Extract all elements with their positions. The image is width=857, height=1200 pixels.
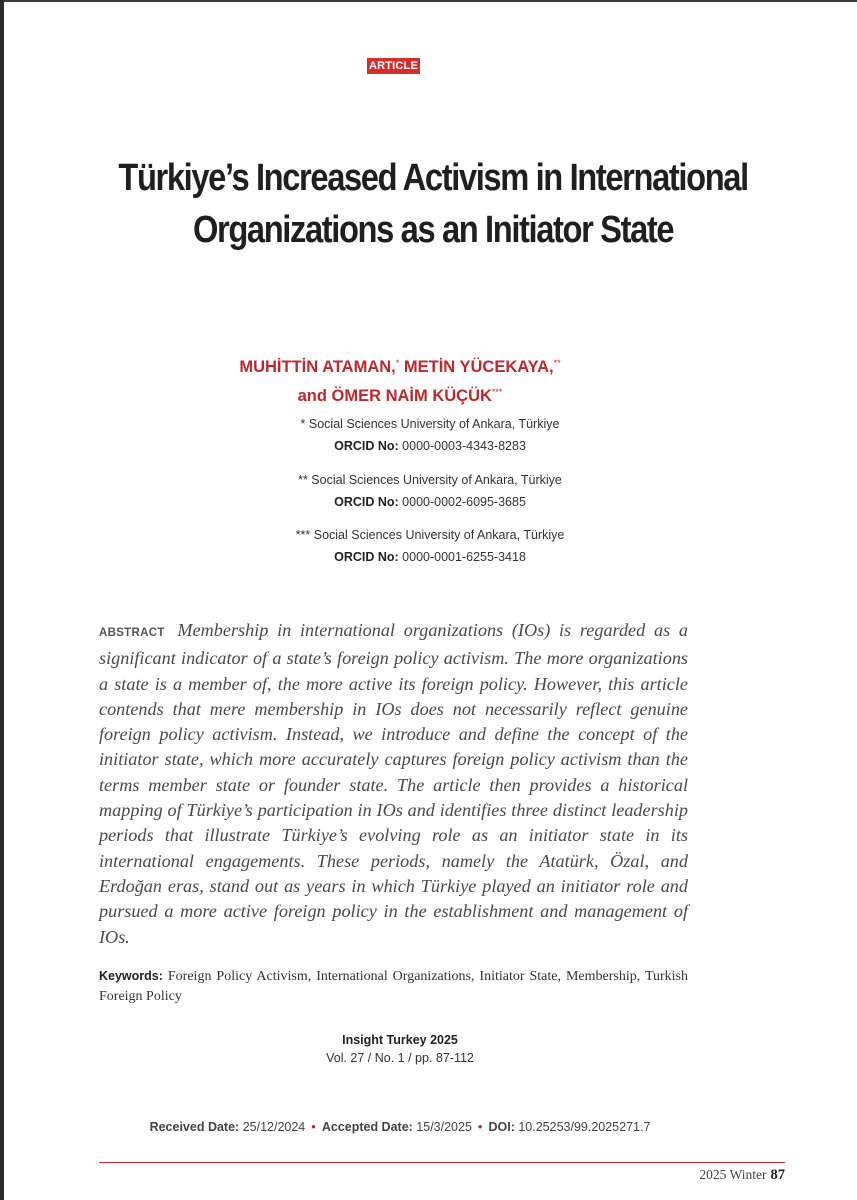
author-3-mark: *** <box>491 387 503 397</box>
bullet-icon: • <box>477 1119 483 1134</box>
author-1: MUHİTTİN ATAMAN, <box>239 358 396 376</box>
author-3: and ÖMER NAİM KÜÇÜK <box>297 387 492 405</box>
keywords <box>99 966 688 1007</box>
page-top-edge <box>0 0 857 2</box>
affiliation-text: ** Social Sciences University of Ankara, Türkiye <box>298 473 562 487</box>
issue-season: 2025 Winter <box>699 1167 767 1182</box>
orcid-line <box>200 491 660 513</box>
author-list <box>110 351 690 409</box>
accepted-date: 15/3/2025 <box>416 1120 472 1134</box>
author-1-mark: * <box>395 358 400 368</box>
article-type-badge: ARTICLE <box>368 60 419 72</box>
abstract-text: Membership in international organizations (IOs) is regarded as a significant indicator of a state’s foreign policy activism. The more organizations a state is a member of, the more active its foreign policy. However, this article contends that mere membership in IOs does not necessarily reflect genuine foreign policy activism. Instead, we introduce and define the concept of the initiator state, which more accurately captures foreign policy activism than the terms member state or founder state. The article then provides a historical mapping of Türkiye’s participation in IOs and identifies three distinct leadership periods that illustrate Türkiye’s evolving role as an initiator state in its international engagements. These periods, namely the Atatürk, Özal, and Erdoğan eras, stand out as years in which Türkiye played an initiator role and pursued a more active foreign policy in the establishment and management of IOs. <box>99 620 688 947</box>
paper-title: Türkiye’s Increased Activism in International Organizations as an Initiator State <box>118 157 748 251</box>
page-footer <box>600 1167 785 1184</box>
orcid-line <box>200 435 660 457</box>
bullet-icon: • <box>311 1119 316 1134</box>
affiliation-text: *** Social Sciences University of Ankara, Türkiye <box>295 528 565 542</box>
journal-info <box>250 1031 550 1067</box>
orcid-label: ORCID No: <box>334 439 399 453</box>
author-2-mark: ** <box>553 358 561 368</box>
page-number: 87 <box>770 1167 785 1183</box>
affiliation-text: * Social Sciences University of Ankara, Türkiye <box>300 417 560 431</box>
abstract <box>99 618 688 950</box>
orcid-value: 0000-0001-6255-3418 <box>402 550 526 564</box>
received-label: Received Date: <box>149 1120 240 1134</box>
orcid-line <box>200 546 660 568</box>
doi-value[interactable]: 10.25253/99.2025271.7 <box>518 1120 651 1134</box>
publication-dates <box>100 1119 700 1134</box>
footer-rule <box>99 1162 785 1163</box>
keywords-text: Foreign Policy Activism, International Organizations, Initiator State, Membership, Turkish Foreign Policy <box>99 969 689 1004</box>
abstract-label: ABSTRACT <box>99 627 165 639</box>
orcid-label: ORCID No: <box>334 495 399 509</box>
doi-label: DOI: <box>488 1120 515 1134</box>
affiliation-1 <box>200 413 660 457</box>
journal-volume: Vol. 27 / No. 1 / pp. 87-112 <box>326 1051 474 1065</box>
orcid-value: 0000-0002-6095-3685 <box>402 495 526 509</box>
keywords-label: Keywords: <box>99 969 163 983</box>
page-left-edge <box>0 0 4 1200</box>
journal-name: Insight Turkey 2025 <box>342 1033 458 1047</box>
affiliation-2 <box>200 469 660 513</box>
received-date: 25/12/2024 <box>242 1120 306 1134</box>
author-2: METİN YÜCEKAYA, <box>403 358 554 376</box>
affiliation-3 <box>200 524 660 568</box>
accepted-label: Accepted Date: <box>321 1120 413 1134</box>
orcid-value: 0000-0003-4343-8283 <box>402 439 526 453</box>
orcid-label: ORCID No: <box>334 550 399 564</box>
